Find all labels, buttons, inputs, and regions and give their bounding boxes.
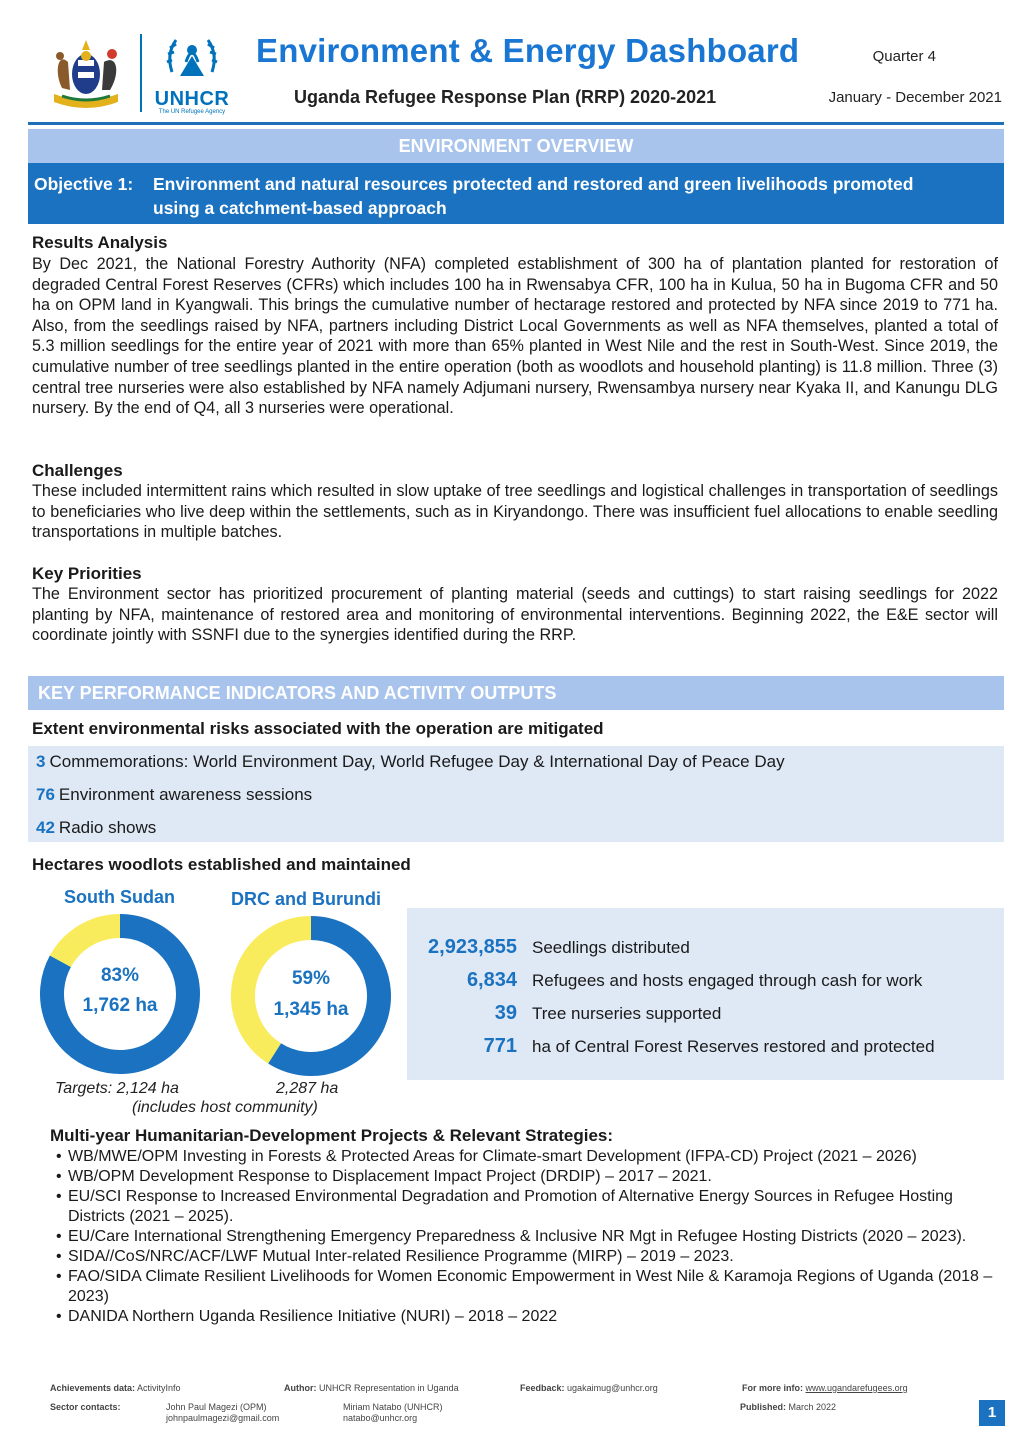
uganda-coat-of-arms-logo [40,32,132,116]
footer-achievements [50,1383,181,1393]
stat-label: ha of Central Forest Reserves restored and protected [532,1037,935,1056]
challenges-text: These included intermittent rains which resulted in slow uptake of tree seedlings and logistical challenges in transportation of seedlings to beneficiaries who live deep within the settlements, such as in Kiryandongo. There was insufficient fuel allocations to enable seedling transportations in multiple batches. [32,482,998,542]
chart-title-south-sudan: South Sudan [64,887,175,907]
footer-contact-1 [166,1402,279,1424]
footer-contact-2 [343,1402,443,1424]
contact-name: John Paul Magezi (OPM) [166,1402,267,1412]
kpi-item [36,785,312,805]
donut-percent-south-sudan: 83% [100,965,140,986]
objective-banner [28,163,1004,224]
kpi-item-number: 76 [36,785,55,804]
contact-name: Miriam Natabo (UNHCR) [343,1402,443,1412]
kpi-item-number: 3 [36,752,46,771]
donut-slice-achieved [275,928,379,1064]
objective-label: Objective 1: [34,174,134,194]
target-south-sudan: Targets: 2,124 ha [55,1080,179,1097]
footer-label: Sector contacts: [50,1402,121,1412]
donut-value-south-sudan: 1,762 ha [82,995,158,1016]
priorities-text: The Environment sector has prioritized procurement of planting material (seeds and cuttings) to start raising seedlings for 2022 planting by NFA, maintenance of restored area and monitoring of environmental interventions. Beginning 2022, the E&E sector will coordinate jointly with SSNFI due to the synergies identified during the RRP. [32,585,998,645]
footer-author [284,1383,459,1393]
objective-text: Environment and natural resources protected and restored and green livelihoods promoted using a catchment-based approach [153,174,914,218]
list-item: • WB/MWE/OPM Investing in Forests & Protected Areas for Climate-smart Development (IFPA-CD) Project (2021 – 2026) [56,1147,1006,1167]
quarter-label: Quarter 4 [872,48,936,65]
footer-value: ugakaimug@unhcr.org [567,1383,658,1393]
projects-list [56,1147,1006,1327]
contact-email[interactable]: johnpaulmagezi@gmail.com [166,1413,280,1423]
logo-separator [140,34,142,112]
list-item: • SIDA//CoS/NRC/ACF/LWF Mutual Inter-related Resilience Programme (MIRP) – 2019 – 2023. [56,1247,1006,1267]
kpi-item-label: Commemorations: World Environment Day, World Refugee Day & International Day of Peace Day [49,752,785,771]
footer-label: Feedback: [520,1383,565,1393]
unhcr-logo [150,32,234,116]
page-subtitle: Uganda Refugee Response Plan (RRP) 2020-2021 [294,87,717,107]
stat-number: 2,923,855 [428,936,517,958]
stat-row [407,1002,1004,1032]
commemorations-box [28,746,1004,842]
unhcr-logo-tagline: The UN Refugee Agency [158,109,226,115]
donut-percent-drc-burundi: 59% [291,968,331,989]
kpi-item-label: Environment awareness sessions [58,785,313,804]
priorities-heading: Key Priorities [32,564,142,583]
unhcr-logo-text: UNHCR [154,88,230,110]
stat-label: Tree nurseries supported [532,1004,722,1023]
projects-heading: Multi-year Humanitarian-Development Projects & Relevant Strategies: [50,1126,614,1145]
unhcr-emblem-icon [150,32,234,88]
contact-email[interactable]: natabo@unhcr.org [343,1413,418,1423]
footer-label: Achievements data: [50,1383,136,1393]
chart-title-drc-burundi: DRC and Burundi [231,889,381,909]
footer-contacts-label [50,1402,121,1412]
footer-label: For more info: [742,1383,803,1393]
risk-heading: Extent environmental risks associated with the operation are mitigated [32,719,604,738]
target-drc-burundi: 2,287 ha [276,1080,339,1097]
footer-link[interactable]: www.ugandarefugees.org [805,1383,908,1393]
footer-feedback [520,1383,658,1393]
stat-number: 771 [483,1035,517,1057]
kpi-banner: KEY PERFORMANCE INDICATORS AND ACTIVITY OUTPUTS [28,676,1004,710]
kpi-item [36,752,785,772]
footer-published [740,1402,836,1412]
stat-row [407,1035,1004,1065]
kpi-item-label: Radio shows [58,818,157,837]
list-item: • FAO/SIDA Climate Resilient Livelihoods for Women Economic Empowerment in West Nile & Karamoja Regions of Uganda (2018 – 2023) [56,1267,1006,1307]
environment-overview-banner: ENVIRONMENT OVERVIEW [28,129,1004,163]
header-divider [28,122,1004,125]
page-number: 1 [979,1400,1005,1426]
footer-more-info [742,1383,908,1393]
results-heading: Results Analysis [32,233,168,252]
donut-chart-south-sudan [39,913,201,1075]
stat-row [407,969,1004,999]
footer-value: ActivityInfo [137,1383,181,1393]
donut-value-drc-burundi: 1,345 ha [273,999,349,1020]
kpi-item-number: 42 [36,818,55,837]
list-item: • EU/Care International Strengthening Emergency Preparedness & Inclusive NR Mgt in Refugee Hosting Districts (2020 – 2023). [56,1227,1006,1247]
stat-label: Seedlings distributed [532,938,690,957]
stats-box [407,908,1004,1080]
footer-value: UNHCR Representation in Uganda [319,1383,459,1393]
page-title: Environment & Energy Dashboard [256,32,800,69]
kpi-item [36,818,156,838]
list-item: • DANIDA Northern Uganda Resilience Initiative (NURI) – 2018 – 2022 [56,1307,1006,1327]
footer-value: March 2022 [788,1402,837,1412]
stat-number: 39 [494,1002,517,1024]
results-text: By Dec 2021, the National Forestry Authority (NFA) completed establishment of 300 ha of plantation planted for restoration of degraded Central Forest Reserves (CFRs) which includes 100 ha in Rwensabya CFR, 100 ha in Kulua, 50 ha in Bugoma CFR and 50 ha on OPM land in Kyangwali. This brings the cumulative number of hectarage restored and protected by NFA since 2019 to 771 ha. Also, from the seedlings raised by NFA, partners including District Local Governments as well as NFA themselves, planted a total of 5.3 million seedlings for the entire year of 2021 with more than 65% planted in West Nile and the rest in South-West. Since 2019, the cumulative number of tree seedlings planted in the entire operation (both as woodlots and household planting) is 11.8 million. Three (3) central tree nurseries were also established by NFA namely Adjumani nursery, Rwensambya nursery near Kyaka II, and Kanungu DLG nursery. By the end of Q4, all 3 nurseries were operational. [32,255,998,418]
footer-label: Author: [284,1383,317,1393]
donut-slice-remaining [243,928,311,1053]
stat-label: Refugees and hosts engaged through cash for work [532,971,923,990]
woodlots-heading: Hectares woodlots established and maintained [32,855,411,874]
donut-chart-drc-burundi [230,915,392,1077]
challenges-heading: Challenges [32,461,123,480]
header [28,28,1004,120]
stat-number: 6,834 [466,969,517,991]
footer-label: Published: [740,1402,787,1412]
donut-slice-remaining [60,926,120,961]
targets-note: (includes host community) [132,1099,318,1116]
list-item: • WB/OPM Development Response to Displacement Impact Project (DRDIP) – 2017 – 2021. [56,1167,1006,1187]
list-item: • EU/SCI Response to Increased Environmental Degradation and Promotion of Alternative Energy Sources in Refugee Hosting Districts (2021 – 2025). [56,1187,1006,1227]
stat-row [407,936,1004,966]
period-label: January - December 2021 [828,89,1002,106]
